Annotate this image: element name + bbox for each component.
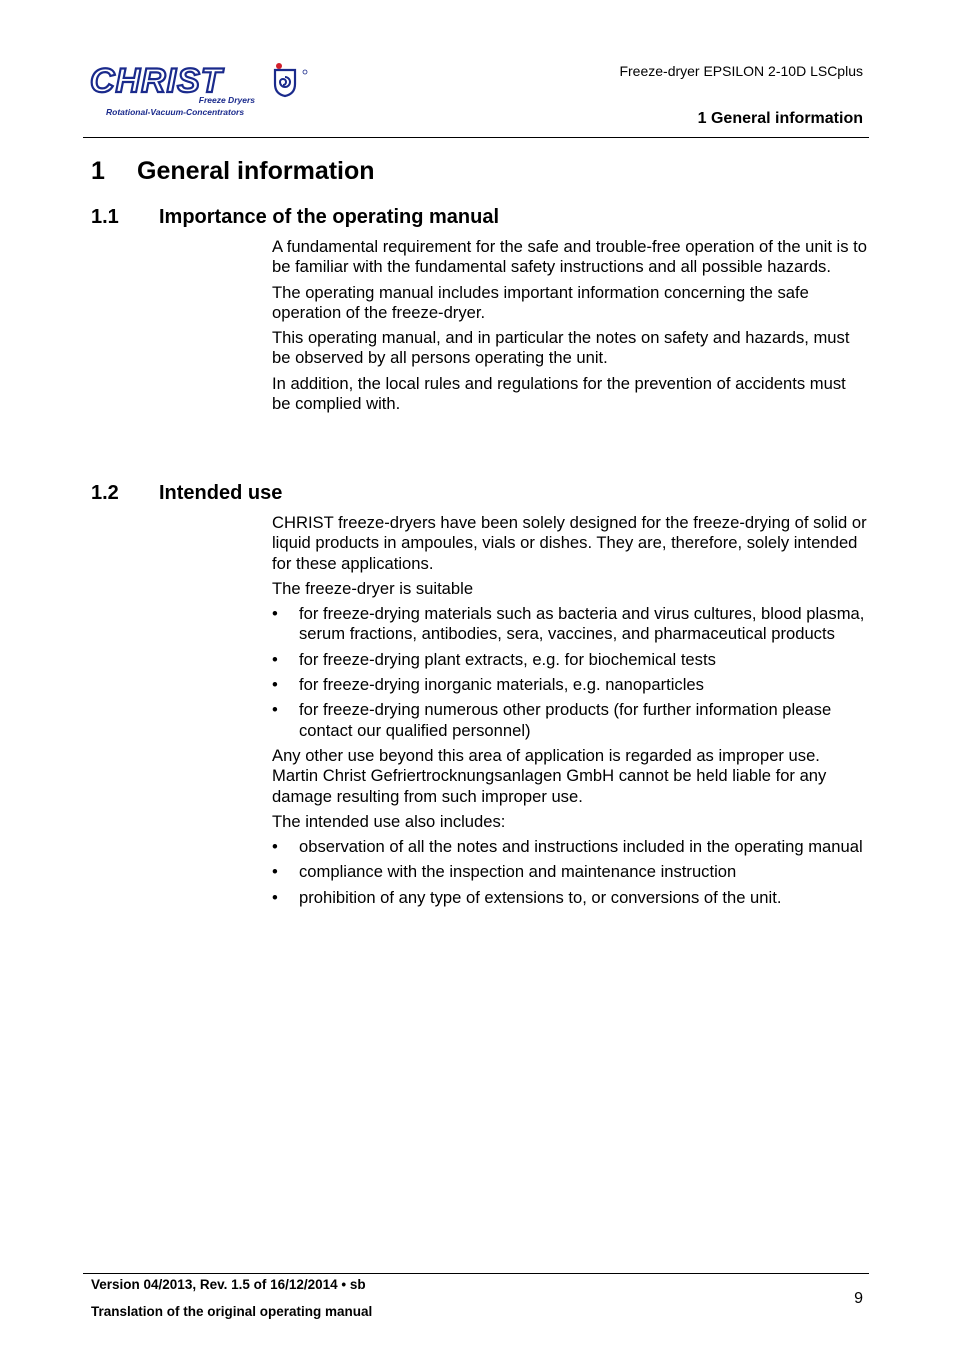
chapter-title: General information xyxy=(137,157,375,185)
chapter-heading xyxy=(91,157,375,186)
section-heading xyxy=(91,482,282,505)
section-number: 1.2 xyxy=(91,482,119,504)
header-product-name: Freeze-dryer EPSILON 2-10D LSCplus xyxy=(619,63,863,79)
paragraph: Any other use beyond this area of application is regarded as improper use. Martin Christ Gefriertrocknungsanlagen GmbH cannot be held liable for any damage resulting from such improper use. xyxy=(272,745,827,806)
header-divider xyxy=(83,137,869,138)
list-item xyxy=(272,700,868,741)
logo-subtitle: Freeze Dryers xyxy=(198,95,255,105)
paragraph: The freeze-dryer is suitable xyxy=(272,578,474,598)
section-title: Intended use xyxy=(159,482,283,504)
list-item-text: for freeze-drying plant extracts, e.g. for biochemical tests xyxy=(299,649,716,669)
list-item-text: compliance with the inspection and maintenance instruction xyxy=(299,862,737,882)
list-item xyxy=(272,888,868,908)
footer-translation-note: Translation of the original operating manual xyxy=(91,1304,373,1319)
list-item-text: prohibition of any type of extensions to, or conversions of the unit. xyxy=(299,887,782,907)
spiral-emblem-icon xyxy=(275,70,295,96)
footer-version: Version 04/2013, Rev. 1.5 of 16/12/2014 • sb xyxy=(91,1277,366,1292)
bullet: • xyxy=(272,649,278,669)
bullet: • xyxy=(272,675,278,695)
section-title: Importance of the operating manual xyxy=(159,206,500,228)
bullet: • xyxy=(272,837,278,857)
logo-subtitle: Rotational-Vacuum-Concentrators xyxy=(106,107,245,117)
paragraph: The operating manual includes important information concerning the safe operation of the freeze-dryer. xyxy=(272,282,809,322)
page-number: 9 xyxy=(854,1290,863,1307)
bullet-list xyxy=(272,604,868,741)
bullet: • xyxy=(272,887,278,907)
logo-wordmark: CHRIST xyxy=(90,62,223,100)
section-body xyxy=(272,237,868,419)
bullet: • xyxy=(272,700,278,720)
list-item xyxy=(272,862,868,882)
paragraph: The intended use also includes: xyxy=(272,811,506,831)
paragraph: CHRIST freeze-dryers have been solely designed for the freeze-drying of solid or liquid products in ampoules, vials or dishes. They are, therefore, solely intended for these applications. xyxy=(272,513,867,573)
christ-logo xyxy=(88,62,312,118)
bullet: • xyxy=(272,604,278,624)
list-item xyxy=(272,650,868,670)
list-item xyxy=(272,604,868,645)
paragraph: A fundamental requirement for the safe and trouble-free operation of the unit is to be familiar with the fundamental safety instructions and all possible hazards. xyxy=(272,237,867,277)
chapter-number: 1 xyxy=(91,157,105,185)
bullet-list xyxy=(272,837,868,908)
section-heading xyxy=(91,206,499,229)
list-item-text: observation of all the notes and instructions included in the operating manual xyxy=(299,837,863,857)
section-body xyxy=(272,513,868,913)
header-chapter-title: 1 General information xyxy=(697,110,863,127)
section-number: 1.1 xyxy=(91,206,119,228)
paragraph: This operating manual, and in particular the notes on safety and hazards, must be observed by all persons operating the unit. xyxy=(272,328,850,368)
list-item-text: for freeze-drying numerous other products (for further information please contact our qualified personnel) xyxy=(299,700,832,740)
list-item-text: for freeze-drying inorganic materials, e.g. nanoparticles xyxy=(299,675,704,695)
list-item-text: for freeze-drying materials such as bacteria and virus cultures, blood plasma, serum fractions, antibodies, sera, vaccines, and pharmaceutical products xyxy=(299,604,865,644)
footer-divider xyxy=(83,1273,869,1274)
paragraph: In addition, the local rules and regulations for the prevention of accidents must be complied with. xyxy=(272,373,846,414)
list-item xyxy=(272,675,868,695)
list-item xyxy=(272,837,868,857)
bullet: • xyxy=(272,862,278,882)
